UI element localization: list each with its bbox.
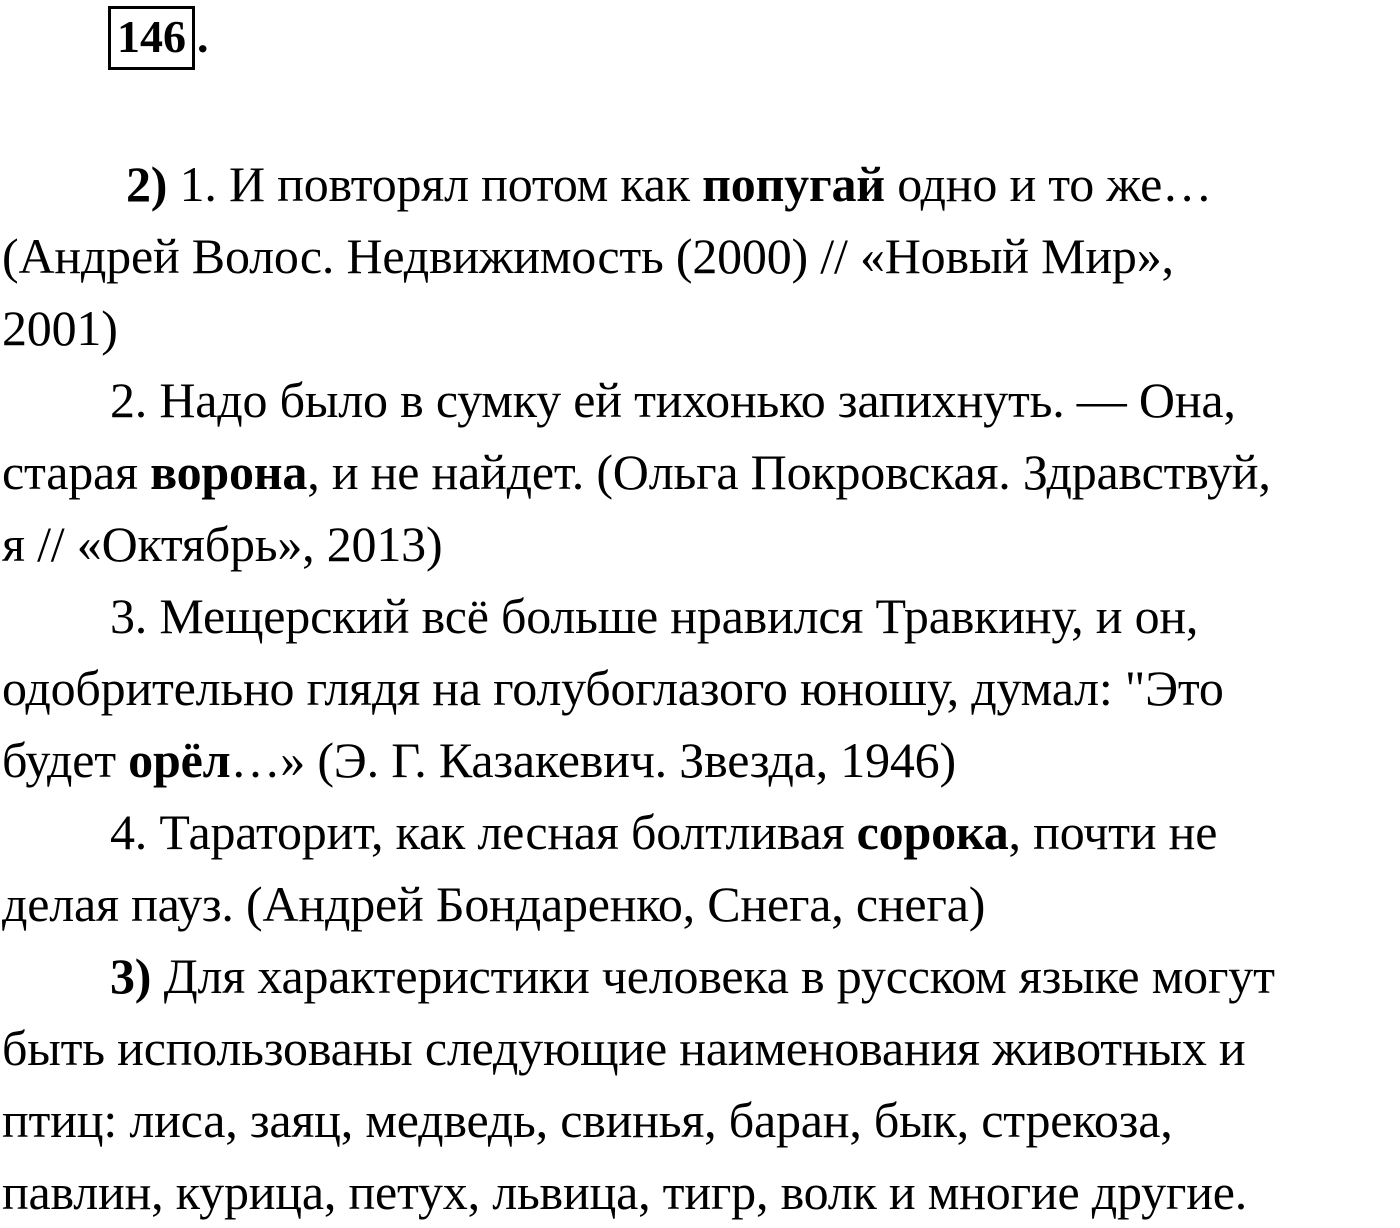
text-run: делая пауз. (Андрей Бондаренко, Снега, снега) [2,876,986,932]
section-3-line-3 [2,1084,1396,1156]
text-run: я // «Октябрь», 2013) [2,516,443,572]
text-run: 1. И повторял потом как [179,156,703,212]
text-run: старая [2,444,151,500]
section-3-paragraph [2,940,1396,1228]
text-run: 3. Мещерский всё больше нравился Травкину, и он, [110,588,1199,644]
example-2 [2,364,1396,580]
answer-text [2,148,1396,1228]
example-1 [2,148,1396,364]
text-run: 2001) [2,300,118,356]
section-3-line-1 [2,940,1396,1012]
text-run: одобрительно глядя на голубоглазого юношу, думал: "Это [2,660,1224,716]
text-run: птиц: лиса, заяц, медведь, свинья, баран, бык, стрекоза, [2,1092,1173,1148]
example-4-line-2 [2,868,1396,940]
text-run: 4. Тараторит, как лесная болтливая [110,804,857,860]
text-run: павлин, курица, петух, львица, тигр, волк и многие другие. [2,1164,1248,1220]
example-3-line-3 [2,724,1396,796]
text-run: одно и то же… [884,156,1212,212]
example-1-line-3 [2,292,1396,364]
section-3-marker: 3) [110,948,152,1004]
example-4 [2,796,1396,940]
task-number-dot: . [197,11,209,62]
text-run: (Андрей Волос. Недвижимость (2000) // «Новый Мир», [2,228,1174,284]
task-number-box: 146 [108,6,195,70]
text-run: будет [2,732,129,788]
section-2-marker: 2) [126,156,168,212]
text-run: 2. Надо было в сумку ей тихонько запихнуть. — Она, [110,372,1236,428]
section-3-line-4 [2,1156,1396,1228]
example-2-line-1 [2,364,1396,436]
text-run: Для характеристики человека в русском языке могут [151,948,1275,1004]
highlighted-word: попугай [702,156,885,212]
example-3-line-1 [2,580,1396,652]
section-3-line-2 [2,1012,1396,1084]
example-3-line-2 [2,652,1396,724]
example-4-line-1 [2,796,1396,868]
example-1-line-2 [2,220,1396,292]
highlighted-word: сорока [856,804,1009,860]
task-number [108,6,209,70]
text-run: …» (Э. Г. Казакевич. Звезда, 1946) [230,732,956,788]
example-2-line-2 [2,436,1396,508]
example-2-line-3 [2,508,1396,580]
example-1-line-1 [2,148,1396,220]
text-run: быть использованы следующие наименования животных и [2,1020,1246,1076]
highlighted-word: ворона [150,444,308,500]
text-run: , и не найдет. (Ольга Покровская. Здравствуй, [307,444,1271,500]
text-run: , почти не [1008,804,1218,860]
highlighted-word: орёл [128,732,231,788]
example-3 [2,580,1396,796]
